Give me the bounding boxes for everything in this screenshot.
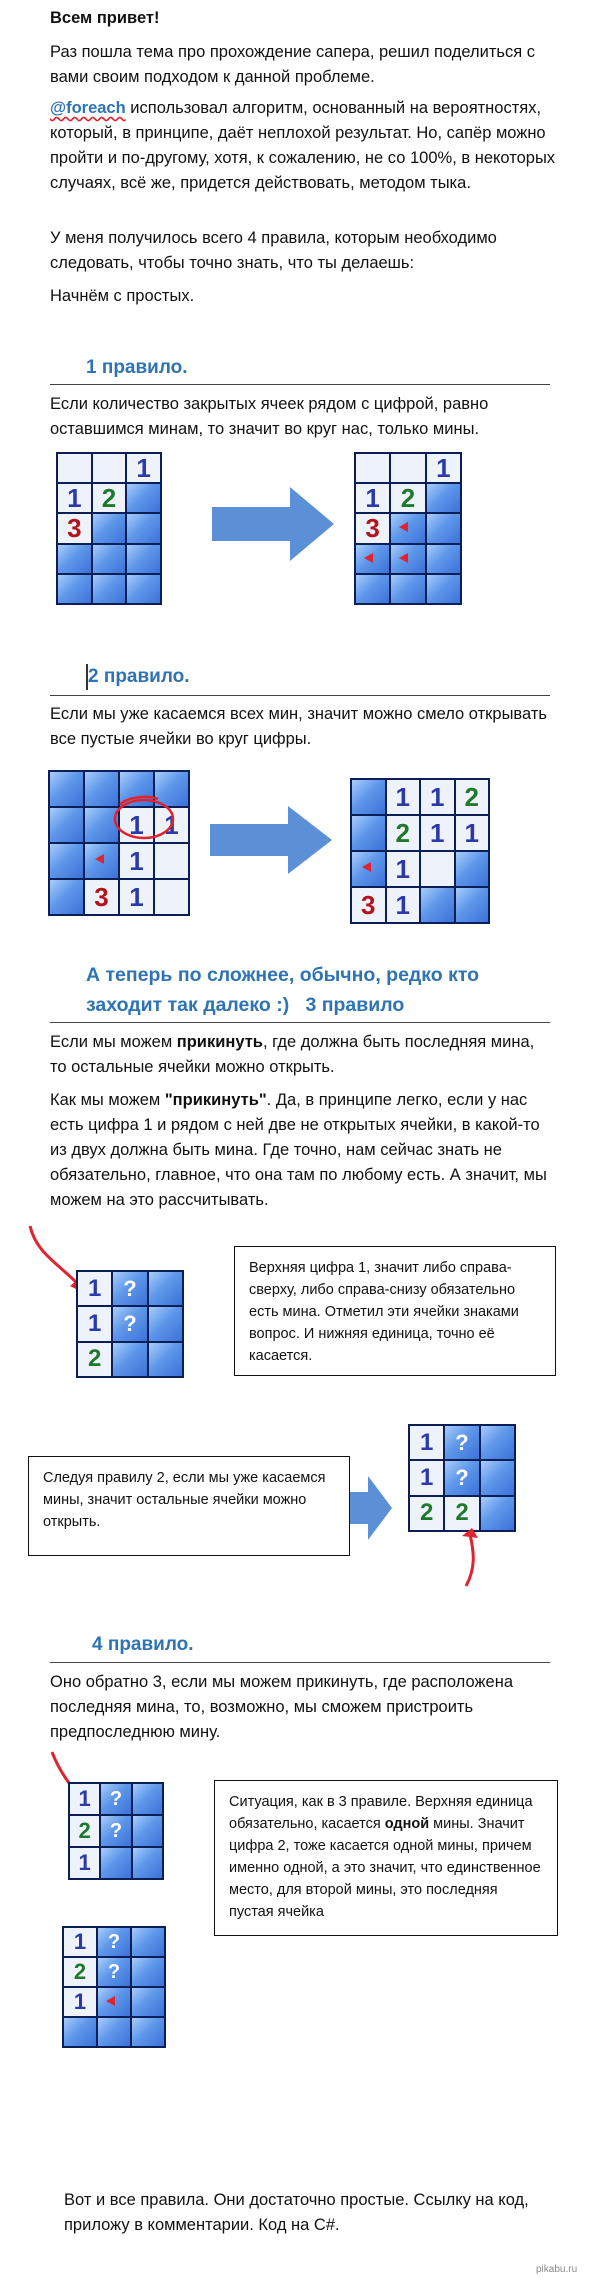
closed-cell <box>127 545 160 573</box>
rule3-text-2 <box>50 1088 554 1213</box>
rule3-arrow-icon <box>350 1476 392 1540</box>
flag-cell <box>391 514 424 542</box>
cell <box>421 852 454 886</box>
rule3-text-1b: , где должна быть последняя мина, то остальные ячейки можно открыть. <box>50 1033 535 1076</box>
rule3-text-1 <box>50 1030 550 1080</box>
cell-number-2: 2 <box>391 484 424 512</box>
question-cell: ? <box>113 1272 146 1305</box>
closed-cell <box>50 808 83 842</box>
closed-cell <box>98 2018 130 2046</box>
closed-cell <box>127 514 160 542</box>
rule1-text: Если количество закрытых ячеек рядом с цифрой, равно оставшимся минам, то значит во круг нас, только мины. <box>50 395 489 438</box>
rule4-heading: 4 правило. <box>92 1634 194 1655</box>
closed-cell <box>356 575 389 603</box>
intro-paragraph-1: Раз пошла тема про прохождение сапера, решил поделиться с вами своим подходом к данной проблеме. <box>50 43 536 86</box>
cell-number-1: 1 <box>387 780 420 814</box>
question-cell: ? <box>445 1461 478 1494</box>
closed-cell <box>132 2018 164 2046</box>
rule2-board-after <box>350 778 490 924</box>
cell-number-1: 1 <box>387 888 420 922</box>
cell-number-1: 1 <box>427 454 460 482</box>
closed-cell <box>93 545 126 573</box>
question-cell: ? <box>445 1426 478 1459</box>
closed-cell <box>50 844 83 878</box>
rule3-note-1: Верхняя цифра 1, значит либо справа-сверху, либо справа-снизу обязательно есть мина. Отметил эти ячейки знаками вопрос. И нижняя единица, точно её касается. <box>234 1246 556 1376</box>
rule4-board-b <box>62 1926 166 2048</box>
closed-cell <box>58 545 91 573</box>
cell <box>93 454 126 482</box>
cell-number-1: 1 <box>64 1988 96 2016</box>
cell-number-1: 1 <box>64 1928 96 1956</box>
cell-number-1: 1 <box>78 1272 111 1305</box>
intro-paragraph-4: Начнём с простых. <box>50 287 195 305</box>
cell-number-1: 1 <box>421 816 454 850</box>
cell-number-2: 2 <box>445 1497 478 1530</box>
closed-cell <box>101 1848 130 1878</box>
rule4-text: Оно обратно 3, если мы можем прикинуть, где расположена последняя мина, то, возможно, мы сможем пристроить предпоследнюю мину. <box>50 1673 513 1741</box>
closed-cell <box>149 1272 182 1305</box>
closed-cell <box>427 484 460 512</box>
cell-number-2: 2 <box>70 1816 99 1846</box>
rule3-divider <box>50 1022 550 1023</box>
rule4-note-bold: одной <box>384 1816 430 1832</box>
cell <box>356 454 389 482</box>
question-cell: ? <box>101 1784 130 1814</box>
question-cell: ? <box>98 1928 130 1956</box>
rule2-board-before <box>48 770 190 916</box>
cell-number-1: 1 <box>120 844 153 878</box>
cell-number-2: 2 <box>78 1343 111 1376</box>
cell-number-2: 2 <box>410 1497 443 1530</box>
rule1-heading: 1 правило. <box>86 357 188 378</box>
closed-cell <box>391 575 424 603</box>
rule1-arrow-icon <box>212 487 334 561</box>
closed-cell <box>352 780 385 814</box>
closed-cell <box>481 1497 514 1530</box>
closed-cell <box>481 1426 514 1459</box>
rule3-heading-line1: А теперь по сложнее, обычно, редко кто <box>86 964 480 986</box>
cell-number-3: 3 <box>356 514 389 542</box>
cell-number-1: 1 <box>410 1426 443 1459</box>
cell <box>58 454 91 482</box>
rule3-text-2-bold: "прикинуть" <box>164 1091 267 1109</box>
closed-cell <box>132 1928 164 1956</box>
flag-icon <box>364 553 373 563</box>
question-cell: ? <box>98 1958 130 1986</box>
rule4-note-b: мины. Значит цифра 2, тоже касается одной мины, причем именно одной, а это значит, что единственное место, для второй мины, это последняя пустая ячейка <box>229 1816 541 1920</box>
closed-cell <box>456 888 489 922</box>
closed-cell <box>149 1307 182 1340</box>
closed-cell <box>64 2018 96 2046</box>
closed-cell <box>93 514 126 542</box>
rule2-divider <box>50 695 550 696</box>
flag-cell <box>85 844 118 878</box>
rule3-note-2: Следуя правилу 2, если мы уже касаемся мины, значит остальные ячейки можно открыть. <box>28 1456 350 1556</box>
red-arrow-annotation <box>452 1528 492 1596</box>
question-cell: ? <box>113 1307 146 1340</box>
rule3-heading-line2: заходит так далеко :) 3 правило <box>86 994 405 1016</box>
cell-number-1: 1 <box>356 484 389 512</box>
flag-icon <box>106 1996 115 2006</box>
cell-number-2: 2 <box>64 1958 96 1986</box>
closed-cell <box>427 545 460 573</box>
flag-icon <box>95 854 104 864</box>
closed-cell <box>427 514 460 542</box>
intro-paragraph-2 <box>50 96 562 196</box>
cell-number-3: 3 <box>85 880 118 914</box>
rule3-text-1-bold: прикинуть <box>176 1033 263 1051</box>
flag-cell <box>391 545 424 573</box>
rule1-divider <box>50 384 550 385</box>
closed-cell <box>127 484 160 512</box>
flag-cell <box>356 545 389 573</box>
rule2-arrow-icon <box>210 806 332 874</box>
cell-number-1: 1 <box>155 808 188 842</box>
closed-cell <box>133 1848 162 1878</box>
watermark: pikabu.ru <box>536 2264 578 2275</box>
rule4-note <box>214 1780 558 1936</box>
cell-number-1: 1 <box>127 454 160 482</box>
cell-number-2: 2 <box>93 484 126 512</box>
closed-cell <box>421 888 454 922</box>
closed-cell <box>456 852 489 886</box>
rule4-divider <box>50 1662 550 1663</box>
closed-cell <box>352 816 385 850</box>
rule1-board-before <box>56 452 162 605</box>
question-cell: ? <box>101 1816 130 1846</box>
closed-cell <box>93 575 126 603</box>
closed-cell <box>127 575 160 603</box>
cell-number-2: 2 <box>456 780 489 814</box>
cell-number-1: 1 <box>78 1307 111 1340</box>
cell <box>391 454 424 482</box>
rule2-text: Если мы уже касаемся всех мин, значит можно смело открывать все пустые ячейки во круг цифры. <box>50 705 547 748</box>
closed-cell <box>132 1958 164 1986</box>
cell-number-1: 1 <box>421 780 454 814</box>
cell-number-1: 1 <box>387 852 420 886</box>
cell-number-1: 1 <box>70 1848 99 1878</box>
cell-number-1: 1 <box>120 808 153 842</box>
closed-cell <box>50 880 83 914</box>
intro-paragraph-3: У меня получилось всего 4 правила, которым необходимо следовать, чтобы точно знать, что ты делаешь: <box>50 229 497 272</box>
rule2-heading: 2 правило. <box>88 666 190 687</box>
flag-cell <box>352 852 385 886</box>
cell-number-1: 1 <box>410 1461 443 1494</box>
cell-number-2: 2 <box>387 816 420 850</box>
rule1-board-after <box>354 452 462 605</box>
flag-cell <box>98 1988 130 2016</box>
closed-cell <box>427 575 460 603</box>
cell-number-3: 3 <box>352 888 385 922</box>
rule4-note-a: Ситуация, как в 3 правиле. Верхняя единица обязательно, касается <box>229 1794 533 1832</box>
closed-cell <box>58 575 91 603</box>
rule3-board-b <box>408 1424 516 1532</box>
rule3-text-2b: . Да, в принципе легко, если у нас есть цифра 1 и рядом с ней две не открытых ячейки, в какой-то из двух должна быть мина. Где точно, нам сейчас знать не обязательно, главное, что она там по любому есть. А значит, мы можем на это рассчитывать. <box>50 1091 547 1209</box>
cell <box>155 880 188 914</box>
closed-cell <box>113 1343 146 1376</box>
flag-icon <box>399 522 408 532</box>
closed-cell <box>50 772 83 806</box>
greeting: Всем привет! <box>50 9 160 27</box>
cell-number-1: 1 <box>58 484 91 512</box>
cell-number-1: 1 <box>120 880 153 914</box>
outro-text: Вот и все правила. Они достаточно простые. Ссылку на код, приложу в комментарии. Код на C#. <box>64 2191 529 2234</box>
intro-paragraph-2-text: использовал алгоритм, основанный на вероятностях, который, в принципе, даёт неплохой результат. Но, сапёр можно пройти и по-другому, хотя, к сожалению, не со 100%, в некоторых случаях, всё же, придется действовать, методом тыка. <box>50 99 556 192</box>
rule4-board-a <box>68 1782 164 1880</box>
closed-cell <box>133 1784 162 1814</box>
closed-cell <box>132 1988 164 2016</box>
red-circle-annotation <box>108 793 180 843</box>
rule3-text-2a: Как мы можем <box>50 1091 165 1109</box>
closed-cell <box>149 1343 182 1376</box>
cell-number-3: 3 <box>58 514 91 542</box>
mention-link[interactable]: @foreach <box>50 99 126 117</box>
closed-cell <box>481 1461 514 1494</box>
rule3-board-a <box>76 1270 184 1378</box>
cell <box>155 844 188 878</box>
flag-icon <box>399 553 408 563</box>
rule3-text-1a: Если мы можем <box>50 1033 177 1051</box>
flag-icon <box>362 862 371 872</box>
cell-number-1: 1 <box>70 1784 99 1814</box>
cell-number-1: 1 <box>456 816 489 850</box>
closed-cell <box>133 1816 162 1846</box>
